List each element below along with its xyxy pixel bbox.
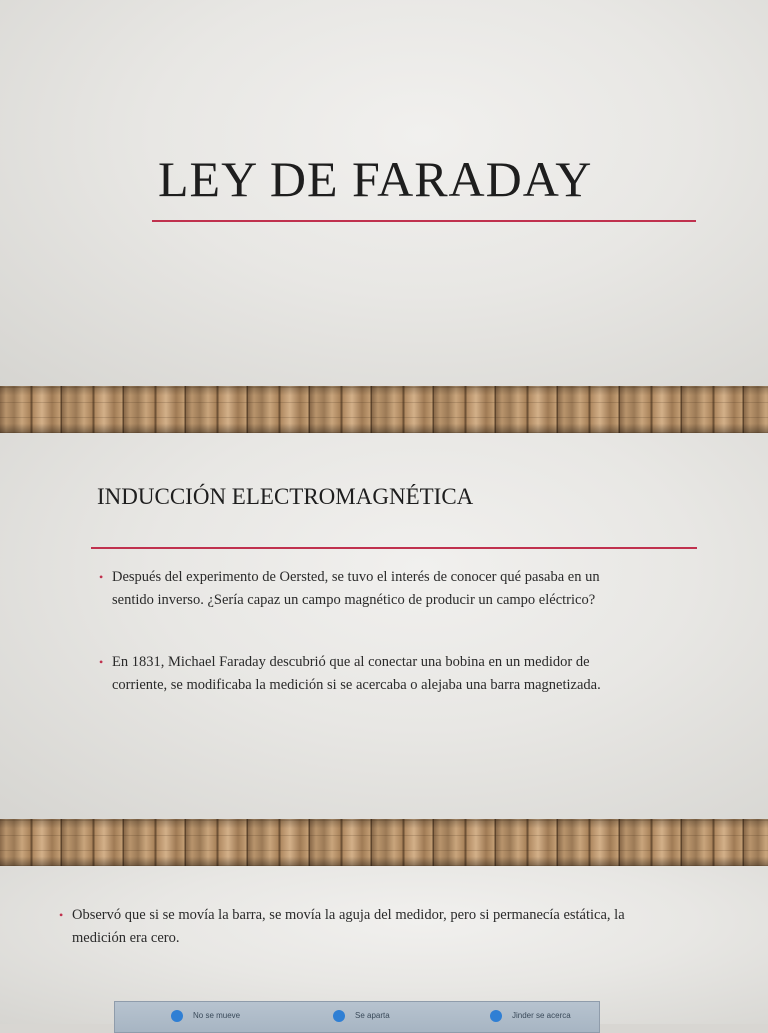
bullet-line: Observó que si se movía la barra, se movía la aguja del medidor, pero si permanecía estática, la xyxy=(72,907,625,923)
slide-1 xyxy=(0,0,768,386)
bullet-line: Después del experimento de Oersted, se tuvo el interés de conocer qué pasaba en un xyxy=(112,569,600,585)
bullet-line: sentido inverso. ¿Sería capaz un campo magnético de producir un campo eléctrico? xyxy=(112,592,596,608)
bullet-line: corriente, se modificaba la medición si se acercaba o alejaba una barra magnetizada. xyxy=(112,677,601,693)
bullet-item xyxy=(59,904,625,950)
bullet-line: medición era cero. xyxy=(72,930,180,946)
slide-2-title: INDUCCIÓN ELECTROMAGNÉTICA xyxy=(97,484,474,509)
step-circle-icon xyxy=(171,1010,183,1022)
experiment-image xyxy=(114,1001,600,1033)
wood-floor-divider xyxy=(0,819,768,866)
slide-2 xyxy=(0,433,768,819)
step-circle-icon xyxy=(490,1010,502,1022)
image-label: Se aparta xyxy=(333,1010,390,1030)
step-circle-icon xyxy=(333,1010,345,1022)
title-underline xyxy=(91,547,697,549)
image-label: No se mueve xyxy=(171,1010,240,1030)
image-label: Jinder se acerca xyxy=(490,1010,571,1030)
title-underline xyxy=(152,220,696,222)
bullet-dot-icon: • xyxy=(99,570,104,584)
bullet-dot-icon: • xyxy=(99,655,104,669)
bullet-line: En 1831, Michael Faraday descubrió que al conectar una bobina en un medidor de xyxy=(112,654,590,670)
bullet-dot-icon: • xyxy=(59,908,64,922)
slide-1-title: LEY DE FARADAY xyxy=(158,151,593,207)
wood-floor-divider xyxy=(0,386,768,433)
bullet-item xyxy=(99,566,600,612)
bullet-item xyxy=(99,651,601,697)
